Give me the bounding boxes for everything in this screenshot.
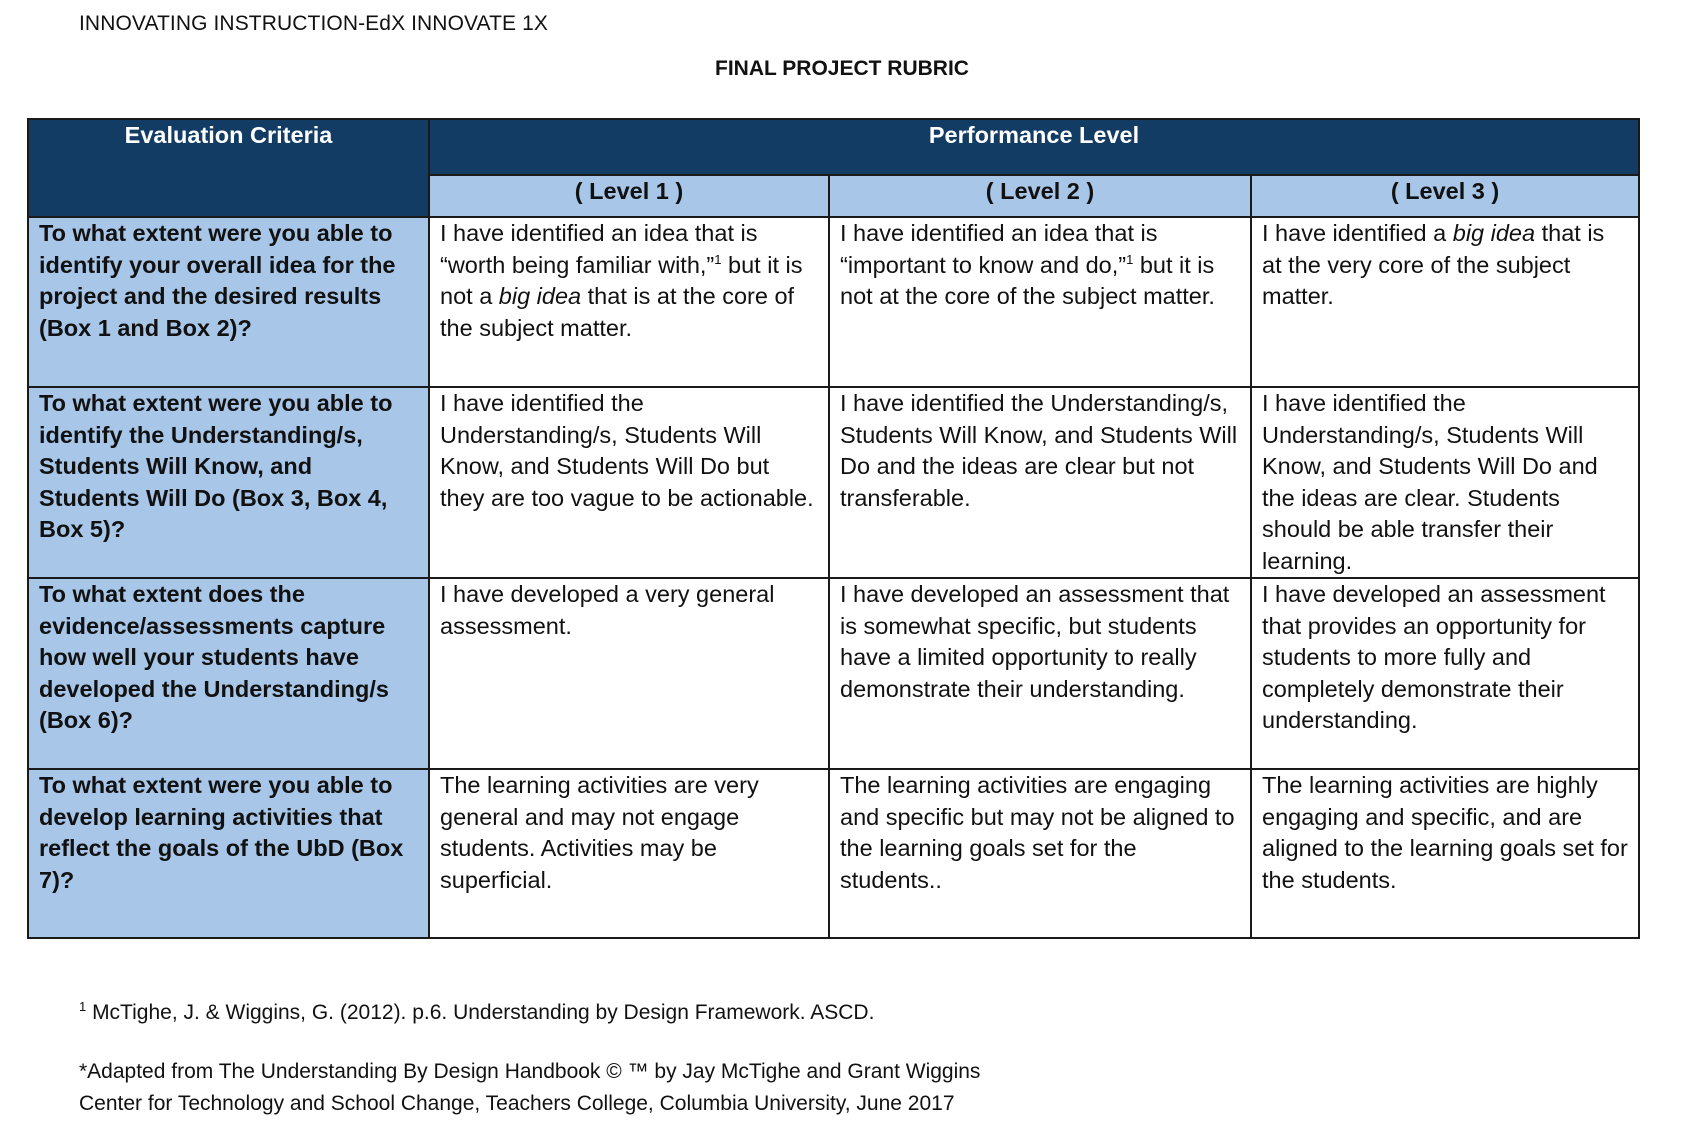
table-row [28,578,1639,769]
footnote-text: McTighe, J. & Wiggins, G. (2012). p.6. Understanding by Design Framework. ASCD. [86,1001,875,1024]
footnote-ref: 1 [714,251,722,267]
footnote [79,1001,874,1025]
table-row [28,769,1639,938]
table-row [28,387,1639,578]
course-header: INNOVATING INSTRUCTION-EdX INNOVATE 1X [79,12,548,35]
level-1-cell: I have identified an idea that is “worth being familiar with,”$^1$ but it is not a big idea that is at the core of the subject matter. [429,217,829,387]
criteria-cell: To what extent were you able to identify your overall idea for the project and the desired results (Box 1 and Box 2)? [28,217,429,387]
level-2-cell: The learning activities are engaging and specific but may not be aligned to the learning goals set for the students.. [829,769,1251,938]
criteria-cell: To what extent does the evidence/assessments capture how well your students have developed the Understanding/s (Box 6)? [28,578,429,769]
footnote-ref: 1 [1126,251,1134,267]
performance-level-header: Performance Level [429,119,1639,175]
level-3-header: ( Level 3 ) [1251,175,1639,217]
level-1-header: ( Level 1 ) [429,175,829,217]
evaluation-criteria-header: Evaluation Criteria [28,119,429,217]
level-2-cell: I have identified the Understanding/s, Students Will Know, and Students Will Do and the ideas are clear but not transferable. [829,387,1251,578]
level-1-cell: The learning activities are very general and may not engage students. Activities may be superficial. [429,769,829,938]
table-row [28,217,1639,387]
header-row-top [28,119,1639,175]
level-3-cell: I have developed an assessment that provides an opportunity for students to more fully and completely demonstrate their understanding. [1251,578,1639,769]
level-2-cell: I have developed an assessment that is somewhat specific, but students have a limited opportunity to really demonstrate their understanding. [829,578,1251,769]
level-3-cell: I have identified the Understanding/s, Students Will Know, and Students Will Do and the ideas are clear. Students should be able transfer their learning. [1251,387,1639,578]
level-1-cell: I have developed a very general assessment. [429,578,829,769]
attribution-line-1: *Adapted from The Understanding By Design Handbook © ™ by Jay McTighe and Grant Wiggins [79,1060,981,1083]
document-title: FINAL PROJECT RUBRIC [715,57,969,80]
criteria-cell: To what extent were you able to identify the Understanding/s, Students Will Know, and Students Will Do (Box 3, Box 4, Box 5)? [28,387,429,578]
level-3-cell: I have identified a big idea that is at the very core of the subject matter. [1251,217,1639,387]
footnote-marker: 1 [79,999,87,1014]
level-2-header: ( Level 2 ) [829,175,1251,217]
rubric-table [27,118,1640,939]
level-3-cell: The learning activities are highly engaging and specific, and are aligned to the learning goals set for the students. [1251,769,1639,938]
criteria-cell: To what extent were you able to develop learning activities that reflect the goals of the UbD (Box 7)? [28,769,429,938]
level-2-cell: I have identified an idea that is “important to know and do,”$^1$ but it is not at the core of the subject matter. [829,217,1251,387]
level-1-cell: I have identified the Understanding/s, Students Will Know, and Students Will Do but they are too vague to be actionable. [429,387,829,578]
attribution-line-2: Center for Technology and School Change, Teachers College, Columbia University, June 2017 [79,1092,955,1115]
